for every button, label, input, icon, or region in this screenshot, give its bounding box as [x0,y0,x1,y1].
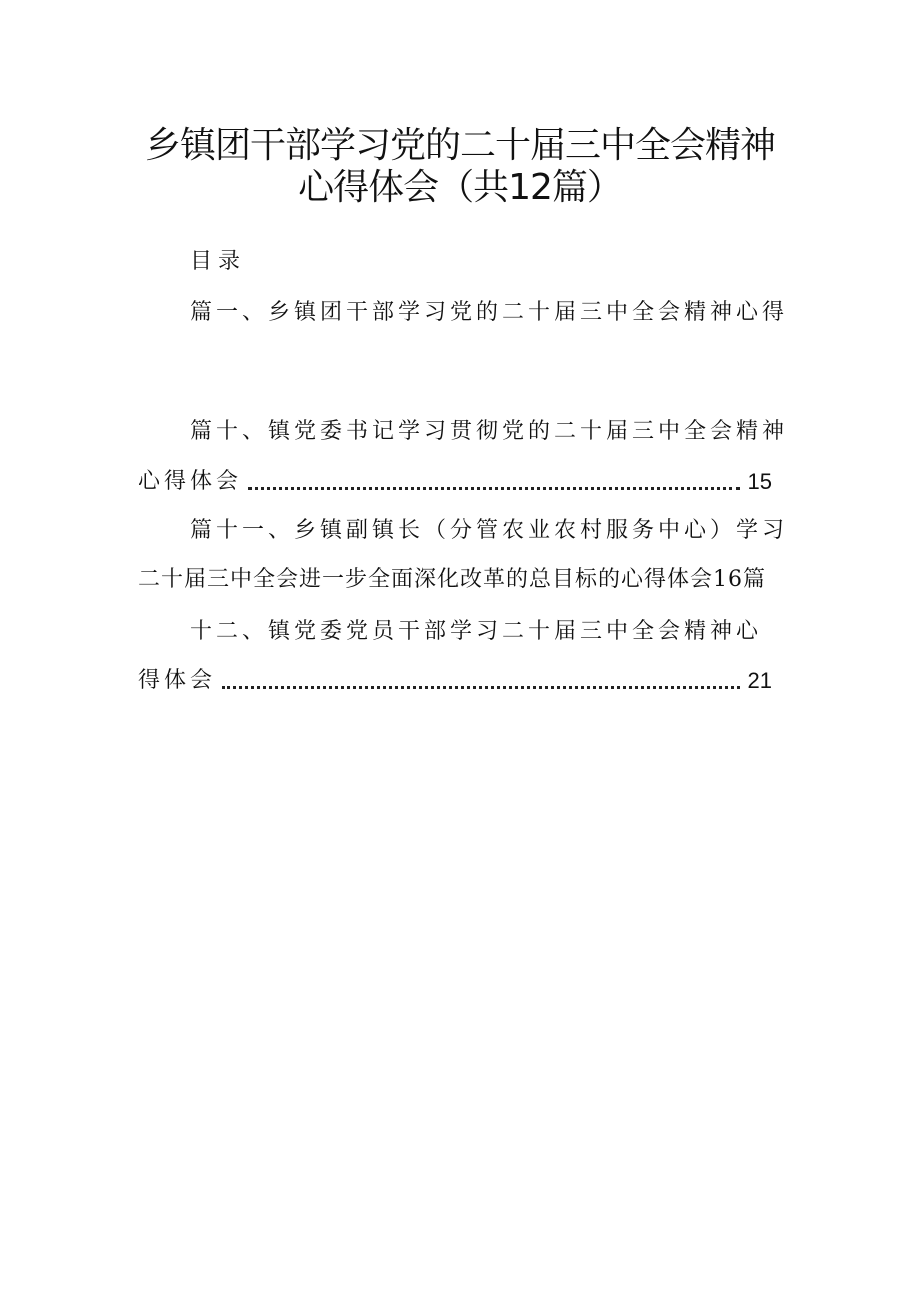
toc-entry-10-line-2[interactable] [138,467,772,497]
toc-entry-11-line-1[interactable]: 篇十一、乡镇副镇长（分管农业农村服务中心）学习 [190,518,789,543]
toc-entry-12-line-2[interactable] [138,666,772,696]
toc-dot-leader [248,487,740,490]
toc-entry-10-line-1[interactable]: 篇十、镇党委书记学习贯彻党的二十届三中全会精神 [190,419,789,444]
toc-dot-leader [222,686,740,689]
toc-entry-12-line-1[interactable]: 十二、镇党委党员干部学习二十届三中全会精神心 [190,619,763,644]
toc-entry-12-page-number: 21 [747,668,772,693]
toc-entry-1[interactable]: 篇一、乡镇团干部学习党的二十届三中全会精神心得 [190,300,789,325]
toc-entry-11-line-2[interactable]: 二十届三中全会进一步全面深化改革的总目标的心得体会16篇 [138,567,766,592]
toc-entry-12-label: 得体会 [138,668,217,693]
document-title-line-1: 乡镇团干部学习党的二十届三中全会精神 [144,125,775,166]
toc-heading: 目录 [190,249,247,274]
document-title-line-2: 心得体会（共12篇） [298,167,622,208]
toc-entry-10-label: 心得体会 [138,469,243,494]
toc-entry-10-page-number: 15 [747,469,772,494]
